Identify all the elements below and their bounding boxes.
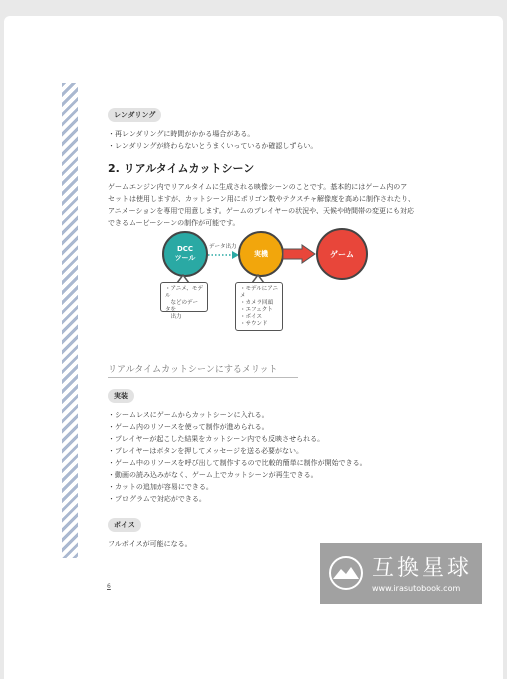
dcc-callout-box: ・アニメ、モデル などのデータを 出力 xyxy=(160,282,208,312)
jikki-callout-box: ・モデルにアニメ ・カメラ回頭 ・エフェクト ・ボイス ・サウンド xyxy=(235,282,283,331)
jikki-circle: 実機 xyxy=(238,231,284,277)
voice-section xyxy=(108,512,192,550)
data-output-label: データ出力 xyxy=(209,244,237,250)
paragraph-line: ゲームエンジン内でリアルタイムに生成される映像シーンのことです。基本的にはゲーム内のア xyxy=(108,183,408,191)
watermark-title: 互換星球 xyxy=(372,556,473,581)
page-number: 6 xyxy=(107,583,111,590)
list-item: ・プレイヤーが起こした結果をカットシーン内でも反映させられる。 xyxy=(108,435,325,443)
list-item: ・シームレスにゲームからカットシーンに入れる。 xyxy=(108,411,269,419)
voice-text: フルボイスが可能になる。 xyxy=(108,540,192,548)
planet-logo-icon xyxy=(328,555,364,591)
list-item: ・ゲーム内のリソースを使って制作が進められる。 xyxy=(108,423,269,431)
rendering-tag: レンダリング xyxy=(108,108,161,122)
merit-section xyxy=(108,383,367,505)
game-circle: ゲーム xyxy=(316,228,368,280)
paragraph-line: セットは使用しますが、カットシーン用にポリゴン数やテクスチャ解像度を高めに制作されたり、 xyxy=(108,195,415,203)
merit-heading: リアルタイムカットシーンにするメリット xyxy=(108,362,298,378)
list-item: ・プレイヤーはボタンを押してメッセージを送る必要がない。 xyxy=(108,447,303,455)
voice-tag: ボイス xyxy=(108,518,141,532)
list-item: ・再レンダリングに時間がかかる場合がある。 xyxy=(108,130,255,138)
right-arrow-icon xyxy=(282,244,316,264)
paragraph-line: アニメーションを専用で用意します。ゲームのプレイヤーの状況や、天候や時間帯の変更にも対応 xyxy=(108,207,415,215)
list-item: ・プログラムで対応ができる。 xyxy=(108,495,206,503)
list-item: ・ゲーム中のリソースを呼び出して制作するので比較的簡単に制作が開始できる。 xyxy=(108,459,367,467)
list-item: ・カットの追加が容易にできる。 xyxy=(108,483,213,491)
paragraph-line: できるムービーシーンの制作が可能です。 xyxy=(108,219,240,227)
dcc-tool-circle: DCC ツール xyxy=(162,231,208,277)
implementation-tag: 実装 xyxy=(108,389,134,403)
watermark-overlay xyxy=(320,543,482,604)
watermark-url: www.irasutobook.com xyxy=(372,584,461,593)
list-item: ・動画の読み込みがなく、ゲーム上でカットシーンが再生できる。 xyxy=(108,471,318,479)
section-heading: 2. リアルタイムカットシーン xyxy=(108,162,255,175)
dotted-arrow-icon xyxy=(206,250,240,260)
list-item: ・レンダリングが終わらないとうまくいっているか確認しずらい。 xyxy=(108,142,318,150)
